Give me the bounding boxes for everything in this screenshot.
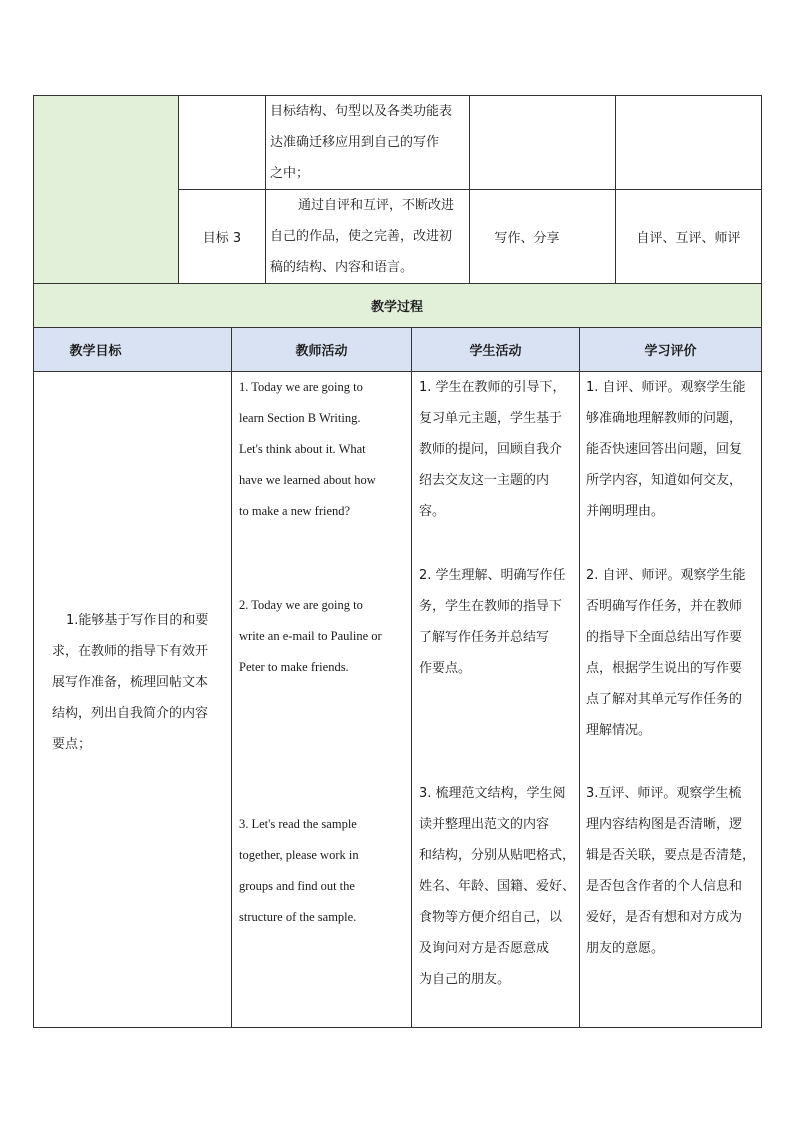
student-activity-line: 作要点。 <box>419 661 472 676</box>
teacher-activity-line: 3. Let's read the sample <box>239 817 357 831</box>
header-learning-evaluation: 学习评价 <box>644 343 697 359</box>
student-activity-1 <box>419 372 577 527</box>
evaluation-line: 爱好，是否有想和对方成为 <box>586 910 743 925</box>
student-activity-line: 读并整理出范文的内容 <box>419 817 550 832</box>
evaluation-line: 并阐明理由。 <box>586 504 665 519</box>
student-activity-line: 务，学生在教师的指导下 <box>419 599 563 614</box>
teacher-activity-line: Let's think about it. What <box>239 442 366 456</box>
top-left-green-cell <box>33 96 178 283</box>
student-activity-line: 和结构，分别从贴吧格式， <box>419 848 576 863</box>
teacher-activity-line: together, please work in <box>239 848 359 862</box>
teacher-activity-line: learn Section B Writing. <box>239 411 361 425</box>
evaluation-line: 朋友的意愿。 <box>586 941 665 956</box>
student-activity-line: 为自己的朋友。 <box>419 972 511 987</box>
teacher-activity-line: have we learned about how <box>239 473 376 487</box>
evaluation-line: 辑是否关联，要点是否清楚， <box>586 848 756 863</box>
section-title: 教学过程 <box>370 299 423 315</box>
student-activity-2 <box>419 560 577 684</box>
evaluation-line: 是否包含作者的个人信息和 <box>586 879 743 894</box>
student-activity-line: 教师的提问，回顾自我介 <box>419 442 563 457</box>
goal-3-activity: 写作、分享 <box>494 231 560 246</box>
evaluation-line: 能否快速回答出问题，回复 <box>586 442 743 457</box>
student-activity-line: 容。 <box>419 504 446 519</box>
evaluation-2 <box>586 560 760 746</box>
student-activity-line: 姓名、年龄、国籍、爱好、 <box>419 879 576 894</box>
evaluation-line: 1. 自评、师评。观察学生能 <box>586 380 746 395</box>
teacher-activity-2 <box>239 590 405 683</box>
teaching-goal-line: 1.能够基于写作目的和要 <box>66 613 209 628</box>
student-activity-line: 复习单元主题，学生基于 <box>419 411 563 426</box>
teaching-goal-text <box>52 605 227 760</box>
teaching-goal-line: 求，在教师的指导下有效开 <box>52 644 209 659</box>
evaluation-line: 的指导下全面总结出写作要 <box>586 630 743 645</box>
row1-content-line: 之中； <box>270 166 310 181</box>
row2-content-line: 稿的结构、内容和语言。 <box>270 260 414 275</box>
teacher-activity-line: to make a new friend? <box>239 504 351 518</box>
evaluation-1 <box>586 372 760 527</box>
student-activity-3 <box>419 778 577 995</box>
teacher-activity-3 <box>239 809 405 933</box>
teacher-activity-line: write an e-mail to Pauline or <box>239 629 382 643</box>
evaluation-line: 理解情况。 <box>586 723 652 738</box>
row1-content <box>270 96 466 189</box>
row2-content <box>270 190 466 283</box>
student-activity-line: 及询问对方是否愿意成 <box>419 941 550 956</box>
teaching-goal-line: 展写作准备，梳理回帖文本 <box>52 675 209 690</box>
evaluation-line: 2. 自评、师评。观察学生能 <box>586 568 746 583</box>
goal-3-evaluation: 自评、互评、师评 <box>636 231 741 246</box>
goal-3-label: 目标 3 <box>202 231 242 246</box>
teacher-activity-line: 1. Today we are going to <box>239 380 363 394</box>
student-activity-line: 1. 学生在教师的引导下， <box>419 380 566 395</box>
evaluation-line: 理内容结构图是否清晰，逻 <box>586 817 743 832</box>
row2-content-line: 通过自评和互评，不断改进 <box>298 198 455 213</box>
header-teacher-activity: 教师活动 <box>295 343 348 359</box>
teacher-activity-line: groups and find out the <box>239 879 355 893</box>
evaluation-3 <box>586 778 760 964</box>
evaluation-line: 点，根据学生说出的写作要 <box>586 661 743 676</box>
teacher-activity-1 <box>239 372 405 527</box>
evaluation-line: 3.互评、师评。观察学生梳 <box>586 786 742 801</box>
teaching-goal-line: 结构，列出自我简介的内容 <box>52 706 209 721</box>
row2-content-line: 自己的作品，使之完善，改进初 <box>270 229 453 244</box>
student-activity-line: 食物等方便介绍自己，以 <box>419 910 563 925</box>
teaching-goal-line: 要点； <box>52 737 92 752</box>
teacher-activity-line: Peter to make friends. <box>239 660 349 674</box>
evaluation-line: 所学内容，知道如何交友， <box>586 473 743 488</box>
header-teaching-goal: 教学目标 <box>69 343 122 359</box>
student-activity-line: 绍去交友这一主题的内 <box>419 473 550 488</box>
evaluation-line: 点了解对其单元写作任务的 <box>586 692 743 707</box>
teacher-activity-line: structure of the sample. <box>239 910 357 924</box>
student-activity-line: 3. 梳理范文结构，学生阅 <box>419 786 566 801</box>
teacher-activity-line: 2. Today we are going to <box>239 598 363 612</box>
student-activity-line: 了解写作任务并总结写 <box>419 630 550 645</box>
row1-content-line: 达准确迁移应用到自己的写作 <box>270 135 440 150</box>
evaluation-line: 够准确地理解教师的问题， <box>586 411 743 426</box>
evaluation-line: 否明确写作任务，并在教师 <box>586 599 743 614</box>
row1-content-line: 目标结构、句型以及各类功能表 <box>270 104 453 119</box>
student-activity-line: 2. 学生理解、明确写作任 <box>419 568 566 583</box>
header-student-activity: 学生活动 <box>469 343 522 359</box>
